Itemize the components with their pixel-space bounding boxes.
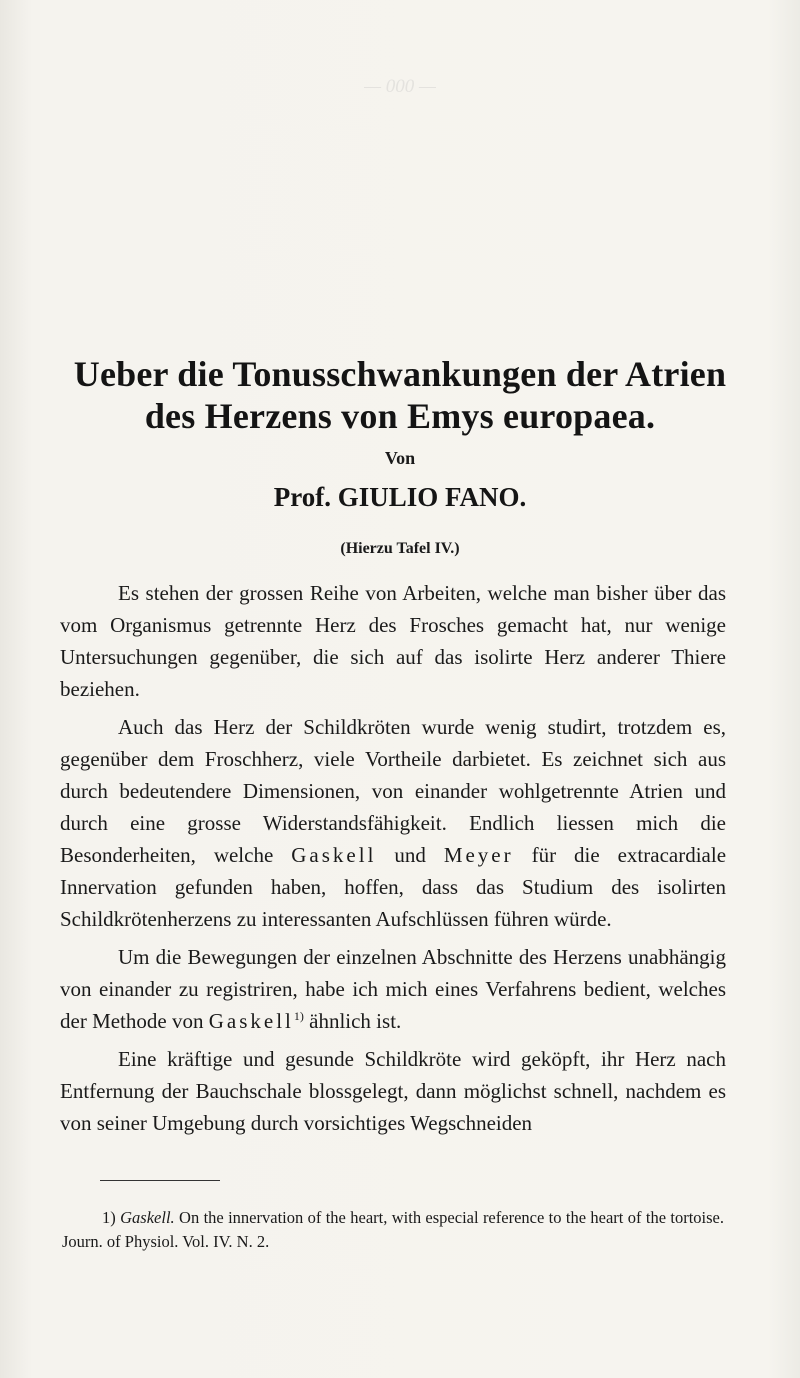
paragraph-2-text-cont: für die extracardiale Innervation gefunden haben, hoffen, dass das Studium des isolirten Schildkrötenherzens zu interessanten Aufschlüssen führen würde. bbox=[60, 843, 727, 931]
paragraph-2-text: Auch das Herz der Schildkröten wurde wenig studirt, trotzdem es, gegenüber dem Froschherz, viele Vortheile darbietet. Es zeichnet sich aus durch bedeutendere Dimensionen, von einander wohlgetrennte Atrien und durch eine grosse Widerstandsfähigkeit. Endlich liessen mich die Besonderheiten, welche bbox=[60, 715, 726, 867]
footnote-marker: 1) bbox=[102, 1208, 116, 1227]
name-gaskell: Gaskell bbox=[291, 843, 377, 867]
paragraph-2 bbox=[60, 711, 726, 935]
name-gaskell-ref: Gaskell bbox=[208, 1009, 294, 1033]
footnote-author: Gaskell. bbox=[120, 1208, 175, 1227]
footnote-divider bbox=[100, 1180, 220, 1181]
article-body bbox=[60, 577, 726, 1145]
author-name: Prof. GIULIO FANO. bbox=[273, 482, 527, 512]
paragraph-1: Es stehen der grossen Reihe von Arbeiten, welche man bisher über das vom Organismus getrennte Herz des Frosches gemacht hat, nur wenige Untersuchungen gegenüber, die sich auf das isolirte Herz anderer Thiere beziehen. bbox=[60, 581, 726, 701]
word-und: und bbox=[394, 843, 426, 867]
name-meyer: Meyer bbox=[443, 843, 514, 867]
paragraph-3-text: Um die Bewegungen der einzelnen Abschnitte des Herzens unabhängig von einander zu registriren, habe ich mich eines Verfahrens bedient, welches der Methode von bbox=[60, 945, 726, 1033]
footnote bbox=[62, 1206, 724, 1254]
byline-von: Von bbox=[384, 448, 416, 468]
footnote-reference[interactable]: 1) bbox=[293, 1009, 304, 1023]
plate-reference: (Hierzu Tafel IV.) bbox=[340, 540, 460, 557]
paragraph-3-text-end: ähnlich ist. bbox=[309, 1009, 402, 1033]
article-title-line-1: Ueber die Tonusschwankungen der Atrien bbox=[73, 354, 727, 394]
article-title-line-2: des Herzens von Emys europaea. bbox=[144, 396, 656, 436]
footnote-text: On the innervation of the heart, with especial reference to the heart of the tortoise. Journ. of Physiol. Vol. IV. N. 2. bbox=[62, 1208, 725, 1251]
bleed-through-background: — 000 — bbox=[364, 76, 436, 97]
paragraph-4: Eine kräftige und gesunde Schildkröte wird geköpft, ihr Herz nach Entfernung der Bauchschale blossgelegt, dann möglichst schnell, nachdem es von seiner Umgebung durch vorsichtiges Wegschneiden bbox=[60, 1047, 726, 1135]
paragraph-3 bbox=[60, 941, 726, 1037]
